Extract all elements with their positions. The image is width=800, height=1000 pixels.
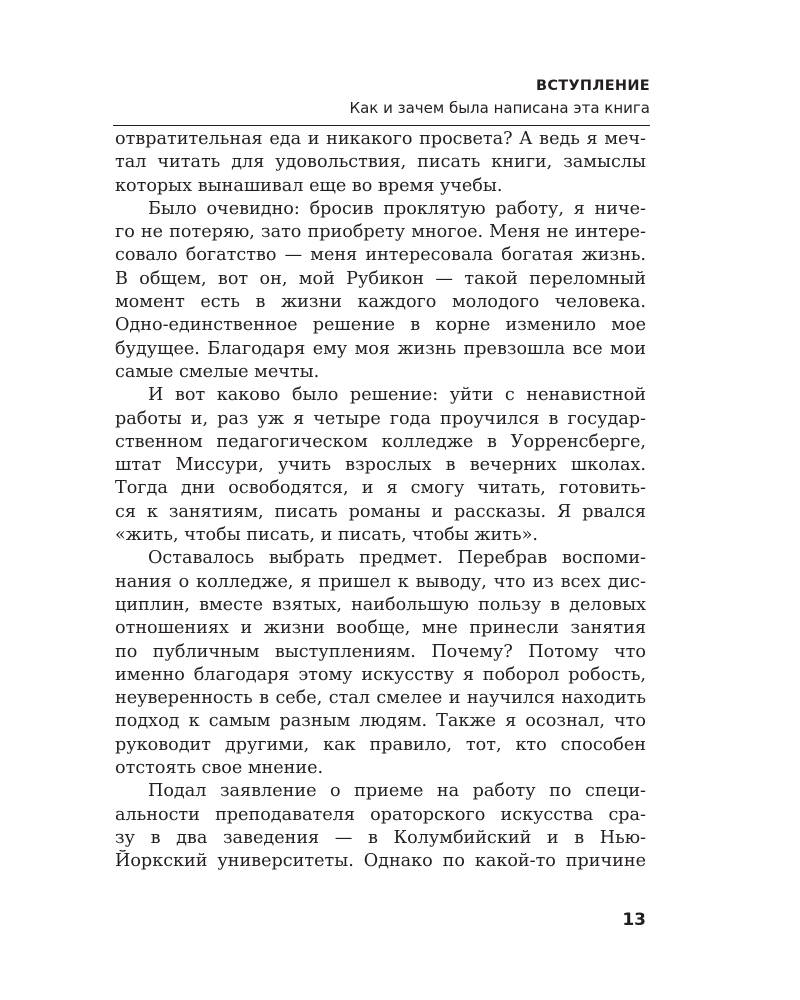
text-line: штат Миссури, учить взрослых в вечерних школах. [115,455,646,476]
text-line: по публичным выступлениям. Почему? Потому что [115,641,646,662]
page-number: 13 [622,910,646,930]
text-line: тал читать для удовольствия, писать книги, замыслы [115,152,646,173]
text-line: Одно-единственное решение в корне изменило мое [115,315,646,336]
text-line: нания о колледже, я пришел к выводу, что из всех дис- [115,571,646,592]
text-line: совало богатство — меня интересовала богатая жизнь. [115,245,646,266]
text-line: И вот каково было решение: уйти с ненавистной [148,385,646,406]
text-line: «жить, чтобы писать, и писать, чтобы жить». [115,525,538,546]
text-line: Было очевидно: бросив проклятую работу, я ниче- [148,198,646,219]
text-line: именно благодаря этому искусству я поборол робость, [115,664,646,685]
text-line: В общем, вот он, мой Рубикон — такой переломный [115,268,646,289]
text-line: работы и, раз уж я четыре года проучился в государ- [115,408,646,429]
text-line: Йоркский университеты. Однако по какой-то причине [115,851,646,872]
text-line: момент есть в жизни каждого молодого человека. [115,292,646,313]
body-text [115,128,646,874]
text-line: альности преподавателя ораторского искусства сра- [115,804,646,825]
text-line: которых вынашивал еще во время учебы. [115,175,503,196]
text-line: Тогда дни освободятся, и я смогу читать, готовить- [115,478,646,499]
text-line: подход к самым разным людям. Также я осознал, что [115,711,646,732]
text-line: Оставалось выбрать предмет. Перебрав воспоми- [148,548,646,569]
chapter-subtitle: Как и зачем была написана эта книга [349,99,650,117]
running-header [349,76,650,119]
text-line: циплин, вместе взятых, наибольшую пользу в деловых [115,594,646,615]
chapter-title: ВСТУПЛЕНИЕ [535,78,650,94]
text-line: Подал заявление о приеме на работу по специ- [148,781,646,802]
header-divider [113,125,650,126]
text-line: отвратительная еда и никакого просвета? А ведь я меч- [115,129,646,149]
text-line: зу в два заведения — в Колумбийский и в Нью- [115,827,646,848]
text-line: самые смелые мечты. [115,361,320,382]
text-line: руководит другими, как правило, тот, кто способен [115,734,646,755]
text-line: отстоять свое мнение. [115,758,324,779]
text-line: отношениях и жизни вообще, мне принесли занятия [115,618,646,639]
text-line: неуверенность в себе, стал смелее и научился находить [115,688,646,709]
text-line: го не потеряю, зато приобрету многое. Меня не интере- [115,222,646,243]
text-line: будущее. Благодаря ему моя жизнь превзошла все мои [115,338,646,359]
text-line: ся к занятиям, писать романы и рассказы. Я рвался [115,501,646,522]
text-line: ственном педагогическом колледже в Уорренсберге, [115,431,646,452]
